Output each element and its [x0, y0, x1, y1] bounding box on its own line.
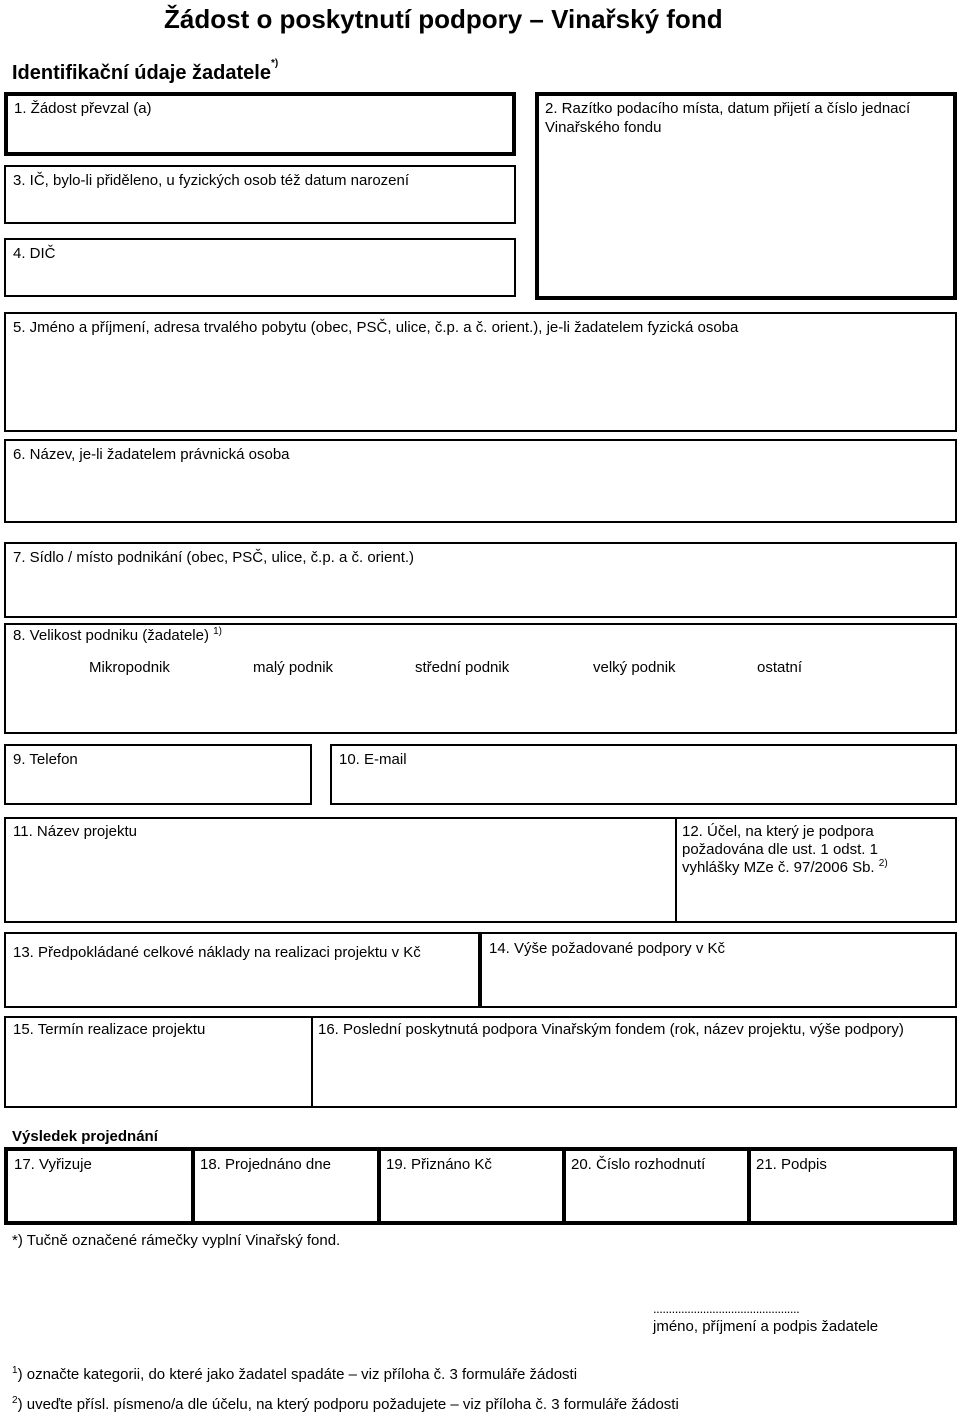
field-12-area[interactable] [675, 821, 955, 923]
field-12-label-line2: požadována dle ust. 1 odst. 1 [682, 841, 878, 858]
fund-fill-note: *) Tučně označené rámečky vyplní Vinařský fond. [12, 1232, 341, 1249]
section-title-text: Identifikační údaje žadatele [12, 62, 271, 84]
field-1-label: 1. Žádost převzal (a) [14, 100, 152, 117]
result-title: Výsledek projednání [12, 1128, 158, 1145]
footnote-1 [12, 1366, 577, 1384]
field-15-area[interactable] [4, 1018, 310, 1106]
field-19-area[interactable] [377, 1151, 558, 1221]
section-title-sup: *) [270, 58, 279, 69]
field-17-label: 17. Vyřizuje [14, 1156, 92, 1173]
field-8-label-text: 8. Velikost podniku (žadatele) [13, 627, 209, 644]
field-4-box[interactable] [4, 238, 516, 297]
field-6-label: 6. Název, je-li žadatelem právnická osoba [13, 446, 290, 463]
field-8-label [13, 627, 222, 645]
footnote-2 [12, 1396, 679, 1414]
field-10-box[interactable] [330, 744, 957, 805]
field-2-label-line1: 2. Razítko podacího místa, datum přijetí a číslo jednací [545, 100, 911, 117]
signature-label: jméno, příjmení a podpis žadatele [653, 1318, 879, 1335]
field-2-label-line2: Vinařského fondu [545, 119, 662, 136]
field-14-label: 14. Výše požadované podpory v Kč [489, 940, 725, 957]
field-5-box[interactable] [4, 312, 957, 432]
field-13-label: 13. Předpokládané celkové náklady na realizaci projektu v Kč [13, 944, 421, 961]
field-3-label: 3. IČ, bylo-li přiděleno, u fyzických osob též datum narození [13, 172, 410, 189]
field-5-label: 5. Jméno a příjmení, adresa trvalého pobytu (obec, PSČ, ulice, č.p. a č. orient.), je-li žadatelem fyzická osoba [13, 319, 739, 336]
field-8-box[interactable] [4, 623, 957, 734]
field-9-box[interactable] [4, 744, 312, 805]
field-18-label: 18. Projednáno dne [200, 1156, 331, 1173]
size-option-other[interactable]: ostatní [757, 659, 803, 676]
field-16-label: 16. Poslední poskytnutá podpora Vinařským fondem (rok, název projektu, výše podpory) [318, 1021, 904, 1038]
field-4-label: 4. DIČ [13, 245, 56, 262]
field-6-box[interactable] [4, 439, 957, 523]
field-8-sup: 1) [213, 626, 223, 637]
field-2-box[interactable] [535, 92, 957, 300]
footnote-1-number: 1 [12, 1365, 18, 1376]
field-20-label: 20. Číslo rozhodnutí [571, 1156, 706, 1173]
field-20-area[interactable] [562, 1151, 743, 1221]
size-option-medium[interactable]: střední podnik [415, 659, 510, 676]
field-21-area[interactable] [747, 1151, 953, 1221]
form-title: Žádost o poskytnutí podpory – Vinařský fond [164, 4, 723, 34]
field-15-label: 15. Termín realizace projektu [13, 1021, 206, 1038]
footnote-2-text: ) uveďte přísl. písmeno/a dle účelu, na který podporu požadujete – viz příloha č. 3 formuláře žádosti [17, 1396, 679, 1413]
field-7-box[interactable] [4, 542, 957, 618]
field-10-label: 10. E-mail [339, 751, 407, 768]
field-3-box[interactable] [4, 165, 516, 224]
field-1-box[interactable] [4, 92, 516, 156]
field-17-area[interactable] [8, 1151, 188, 1221]
field-13-box[interactable] [4, 932, 480, 1008]
size-option-small[interactable]: malý podnik [253, 659, 334, 676]
footnote-1-text: ) označte kategorii, do které jako žadatel spadáte – viz příloha č. 3 formuláře žádosti [17, 1366, 578, 1383]
field-9-label: 9. Telefon [13, 751, 78, 768]
field-12-label-line1: 12. Účel, na který je podpora [682, 823, 874, 840]
field-11-label: 11. Název projektu [13, 823, 137, 840]
field-21-label: 21. Podpis [756, 1156, 827, 1173]
section-title [12, 58, 279, 85]
signature-line: ............................................... [653, 1301, 800, 1316]
field-7-label: 7. Sídlo / místo podnikání (obec, PSČ, ulice, č.p. a č. orient.) [13, 549, 415, 566]
field-16-area[interactable] [312, 1018, 955, 1106]
size-option-large[interactable]: velký podnik [593, 659, 676, 676]
field-12-sup: 2) [878, 858, 888, 869]
field-18-area[interactable] [191, 1151, 373, 1221]
size-option-micro[interactable]: Mikropodnik [89, 659, 170, 676]
field-11-area[interactable] [4, 821, 673, 923]
field-19-label: 19. Přiznáno Kč [386, 1156, 492, 1173]
field-14-box[interactable] [480, 932, 957, 1008]
footnote-2-number: 2 [12, 1395, 18, 1406]
field-12-label-line3-text: vyhlášky MZe č. 97/2006 Sb. [682, 859, 875, 876]
